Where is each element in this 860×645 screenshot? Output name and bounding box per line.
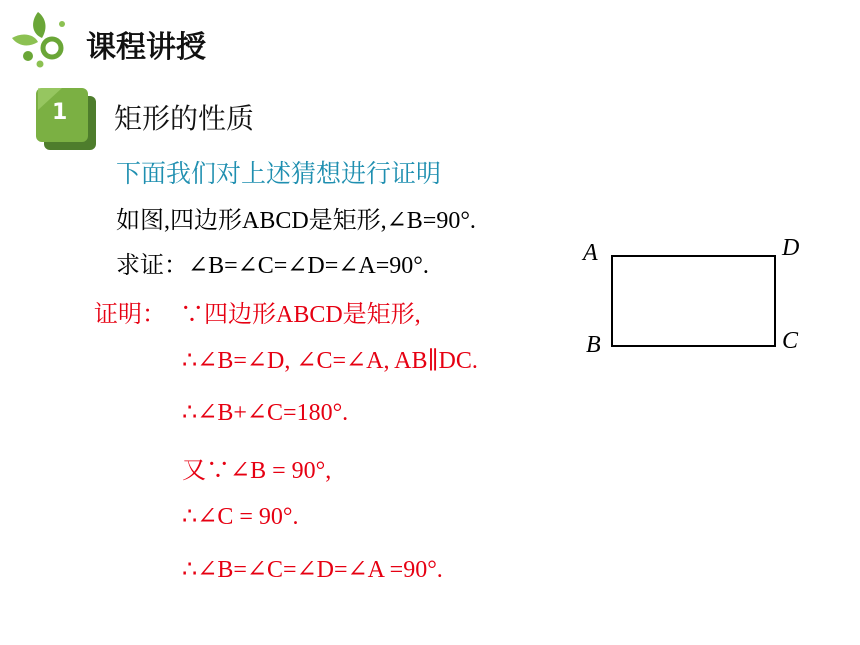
proof-line-4: 又∵∠B = 90°, bbox=[182, 458, 332, 484]
vertex-label-c: C bbox=[782, 328, 799, 354]
header-title: 课程讲授 bbox=[86, 30, 206, 65]
proof-line-5: ∴∠C = 90°. bbox=[182, 504, 299, 530]
proof-line-3: ∴∠B+∠C=180°. bbox=[182, 400, 349, 426]
intro-text: 下面我们对上述猜想进行证明 bbox=[116, 159, 442, 188]
proof-line-2: ∴∠B=∠D, ∠C=∠A, AB∥DC. bbox=[182, 348, 478, 374]
proof-line-6: ∴∠B=∠C=∠D=∠A =90°. bbox=[182, 557, 443, 583]
leaf-dots-logo-icon bbox=[8, 8, 72, 68]
vertex-label-a: A bbox=[583, 240, 598, 266]
proof-label: 证明： bbox=[94, 300, 166, 328]
proof-line-1: ∵四边形ABCD是矩形, bbox=[180, 302, 421, 328]
prove-statement: 求证：∠B=∠C=∠D=∠A=90°. bbox=[116, 253, 429, 279]
vertex-label-d: D bbox=[782, 235, 800, 261]
rectangle-figure bbox=[610, 254, 778, 348]
given-statement: 如图,四边形ABCD是矩形,∠B=90°. bbox=[116, 208, 476, 234]
section-title: 矩形的性质 bbox=[114, 102, 255, 135]
section-number: 1 bbox=[52, 100, 68, 125]
vertex-label-b: B bbox=[586, 332, 601, 358]
